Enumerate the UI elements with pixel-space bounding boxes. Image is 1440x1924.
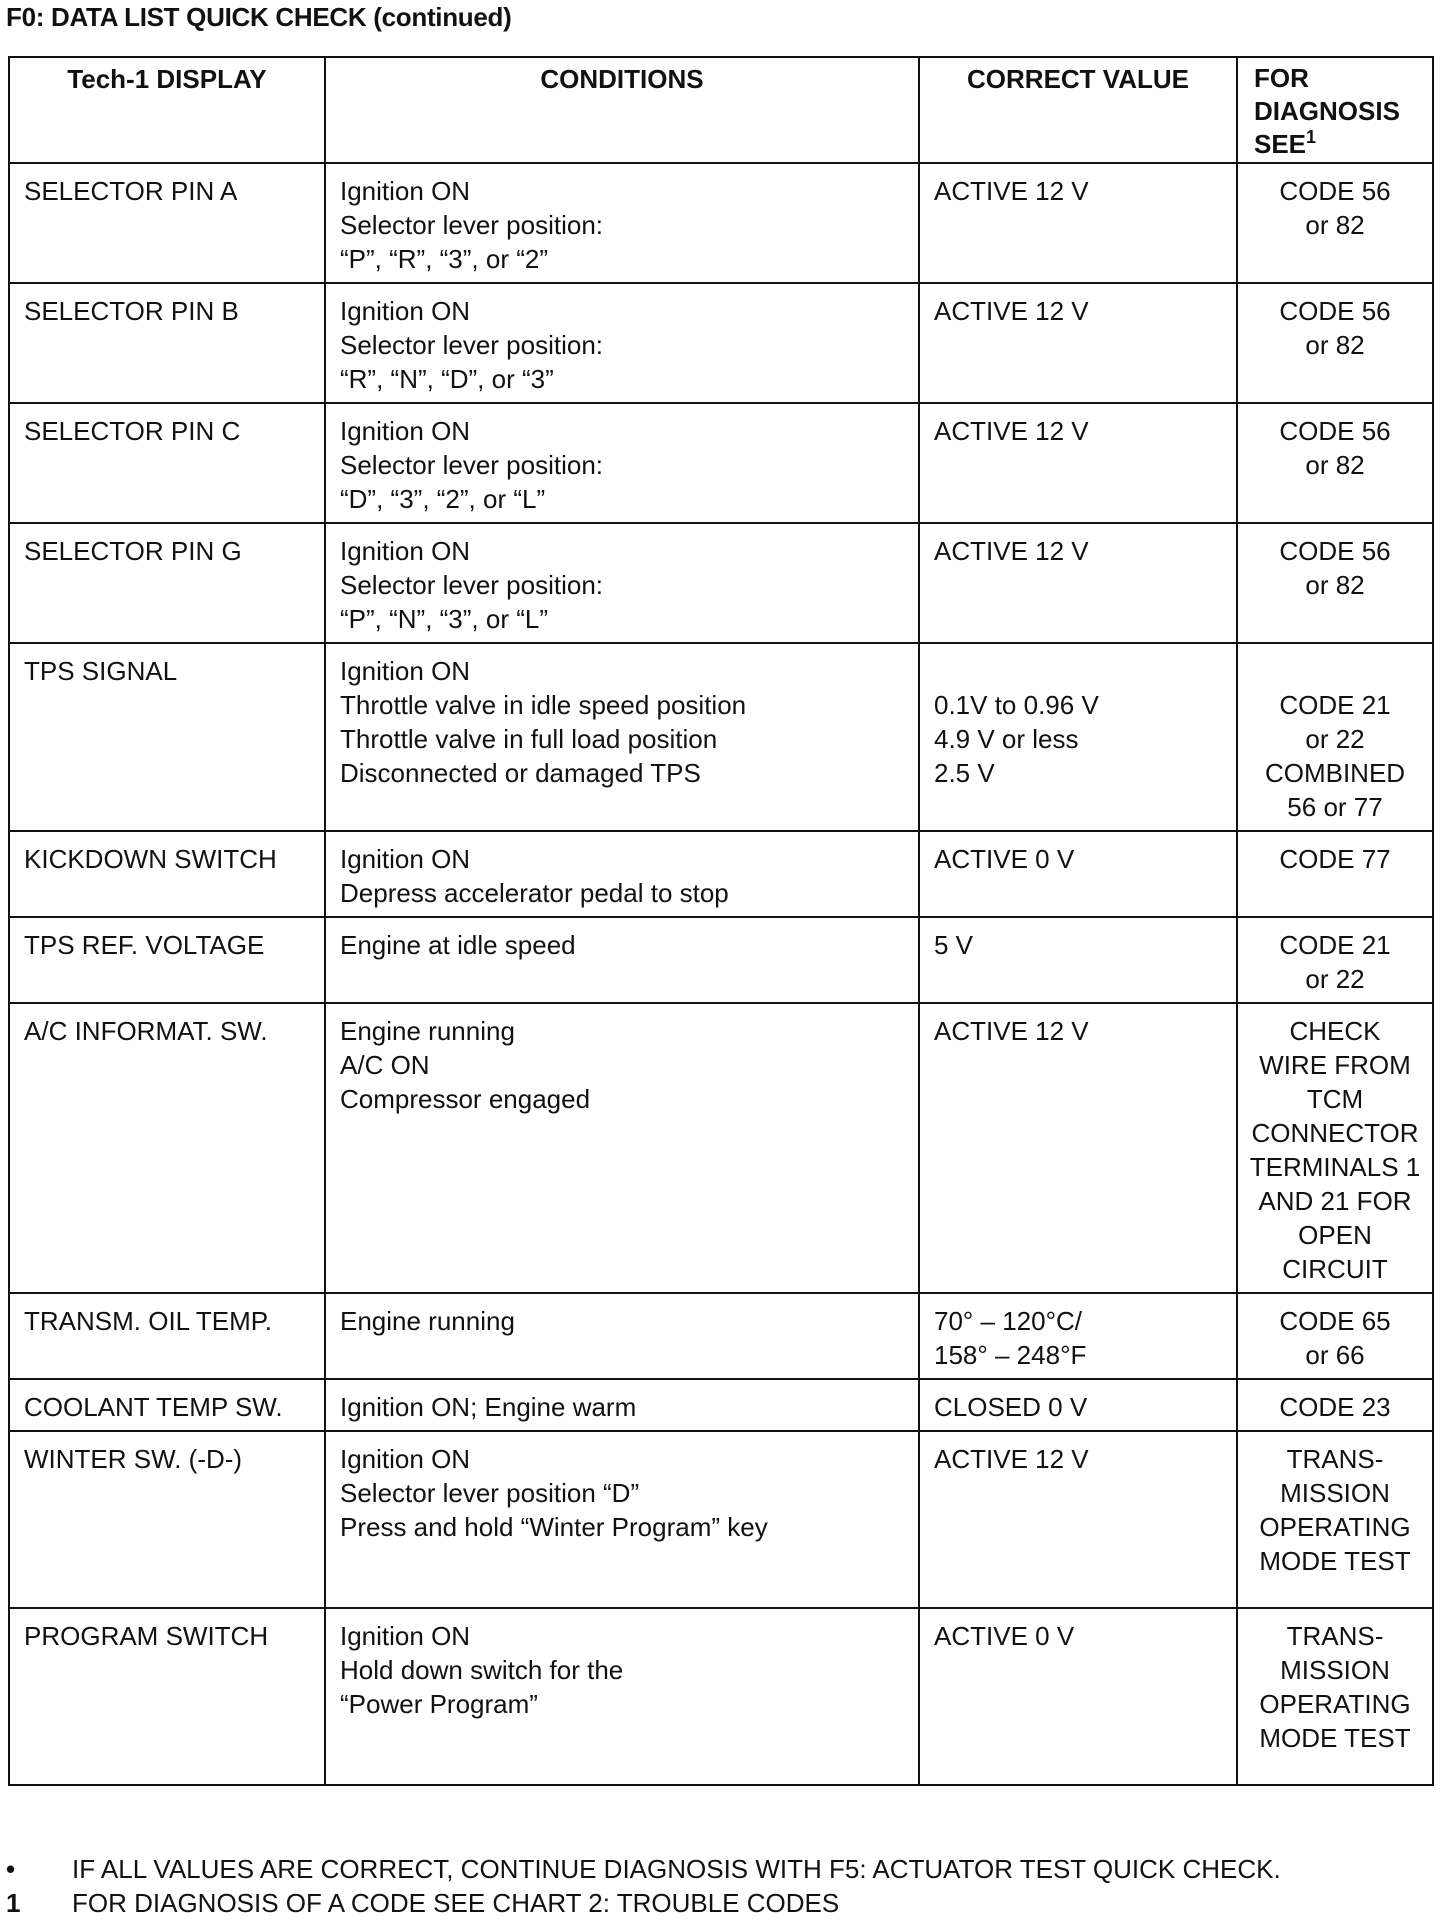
cell-conditions-line: Disconnected or damaged TPS <box>340 758 701 788</box>
cell-conditions <box>325 1431 919 1608</box>
cell-diagnosis <box>1237 1379 1433 1431</box>
cell-conditions-line: Engine at idle speed <box>340 930 576 960</box>
cell-diagnosis <box>1237 1293 1433 1379</box>
cell-diagnosis-line: CODE 56 <box>1279 296 1391 326</box>
cell-diagnosis-line <box>1242 654 1428 688</box>
cell-conditions <box>325 283 919 403</box>
display-label: COOLANT TEMP SW. <box>24 1392 283 1422</box>
cell-correct-value <box>919 163 1237 283</box>
footnote-text: IF ALL VALUES ARE CORRECT, CONTINUE DIAGNOSIS WITH F5: ACTUATOR TEST QUICK CHECK. <box>72 1854 1281 1884</box>
header-correct-value: CORRECT VALUE <box>919 57 1237 163</box>
cell-correct-value-line: ACTIVE 12 V <box>934 1444 1089 1474</box>
cell-diagnosis-line: or 82 <box>1305 210 1365 240</box>
cell-correct-value-line: 5 V <box>934 930 974 960</box>
cell-diagnosis-line: OPERATING <box>1259 1512 1411 1542</box>
cell-diagnosis-line: CODE 23 <box>1279 1392 1391 1422</box>
cell-diagnosis-line: AND 21 FOR <box>1258 1186 1412 1216</box>
table-row <box>9 831 1433 917</box>
cell-conditions-line: Hold down switch for the <box>340 1655 624 1685</box>
cell-display <box>9 523 325 643</box>
cell-correct-value-line: ACTIVE 0 V <box>934 844 1075 874</box>
display-label: TPS REF. VOLTAGE <box>24 930 265 960</box>
cell-correct-value <box>919 1003 1237 1293</box>
cell-diagnosis-line: MODE TEST <box>1259 1723 1411 1753</box>
cell-diagnosis-line: or 22 <box>1305 724 1365 754</box>
header-diagnosis: FOR DIAGNOSIS SEE$^1$ <box>1237 57 1433 163</box>
cell-display <box>9 1379 325 1431</box>
cell-conditions <box>325 163 919 283</box>
cell-diagnosis-line: CIRCUIT <box>1282 1254 1388 1284</box>
cell-display <box>9 283 325 403</box>
cell-correct-value-line: 158° – 248°F <box>934 1340 1087 1370</box>
footnotes <box>6 1852 1281 1920</box>
cell-diagnosis <box>1237 831 1433 917</box>
cell-diagnosis-line: MODE TEST <box>1259 1546 1411 1576</box>
display-label: SELECTOR PIN C <box>24 416 241 446</box>
cell-conditions-line: Press and hold “Winter Program” key <box>340 1512 768 1542</box>
cell-diagnosis-line: or 82 <box>1305 570 1365 600</box>
cell-correct-value-line: ACTIVE 12 V <box>934 416 1089 446</box>
cell-diagnosis-line: 56 or 77 <box>1287 792 1383 822</box>
cell-conditions <box>325 917 919 1003</box>
cell-conditions-line: Selector lever position “D” <box>340 1478 640 1508</box>
cell-conditions <box>325 403 919 523</box>
cell-correct-value <box>919 283 1237 403</box>
cell-correct-value-line: 4.9 V or less <box>934 724 1079 754</box>
cell-conditions-line: Throttle valve in idle speed position <box>340 690 747 720</box>
table-row <box>9 403 1433 523</box>
cell-conditions-line: Selector lever position: <box>340 450 604 480</box>
cell-diagnosis <box>1237 1003 1433 1293</box>
display-label: TPS SIGNAL <box>24 656 178 686</box>
cell-conditions-line: “D”, “3”, “2”, or “L” <box>340 484 546 514</box>
cell-diagnosis-line: or 82 <box>1305 450 1365 480</box>
display-label: SELECTOR PIN B <box>24 296 239 326</box>
cell-diagnosis-line: CODE 21 <box>1279 690 1391 720</box>
cell-conditions-line: Ignition ON <box>340 296 471 326</box>
cell-diagnosis-line: OPERATING <box>1259 1689 1411 1719</box>
cell-display <box>9 917 325 1003</box>
cell-diagnosis <box>1237 523 1433 643</box>
cell-conditions-line: “R”, “N”, “D”, or “3” <box>340 364 554 394</box>
cell-diagnosis <box>1237 403 1433 523</box>
cell-conditions <box>325 1003 919 1293</box>
cell-conditions-line: Ignition ON <box>340 536 471 566</box>
cell-diagnosis-line: or 22 <box>1305 964 1365 994</box>
cell-diagnosis <box>1237 163 1433 283</box>
cell-conditions <box>325 831 919 917</box>
cell-display <box>9 163 325 283</box>
footnote-bullet: • IF ALL VALUES ARE CORRECT, CONTINUE DIAGNOSIS WITH F5: ACTUATOR TEST QUICK CHECK. <box>6 1854 1281 1884</box>
quick-check-table <box>8 56 1434 1786</box>
display-label: WINTER SW. (-D-) <box>24 1444 243 1474</box>
cell-diagnosis-line: CODE 56 <box>1279 176 1391 206</box>
cell-conditions-line: Ignition ON; Engine warm <box>340 1392 637 1422</box>
cell-correct-value <box>919 917 1237 1003</box>
cell-conditions-line: Selector lever position: <box>340 330 604 360</box>
cell-diagnosis-line: CODE 77 <box>1279 844 1391 874</box>
cell-diagnosis-line: CHECK <box>1289 1016 1381 1046</box>
cell-conditions-line: Compressor engaged <box>340 1084 591 1114</box>
page-title: F0: DATA LIST QUICK CHECK (continued) <box>6 2 512 32</box>
display-label: PROGRAM SWITCH <box>24 1621 269 1651</box>
header-row <box>9 57 1433 163</box>
cell-conditions-line: Ignition ON <box>340 656 471 686</box>
cell-display <box>9 1293 325 1379</box>
display-label: SELECTOR PIN G <box>24 536 242 566</box>
cell-correct-value-line: 70° – 120°C/ <box>934 1306 1083 1336</box>
table-row <box>9 1293 1433 1379</box>
cell-correct-value-line: ACTIVE 12 V <box>934 176 1089 206</box>
cell-conditions-line: “P”, “R”, “3”, or “2” <box>340 244 548 274</box>
cell-correct-value <box>919 1608 1237 1785</box>
cell-conditions <box>325 1608 919 1785</box>
cell-correct-value-line: ACTIVE 0 V <box>934 1621 1075 1651</box>
cell-correct-value <box>919 403 1237 523</box>
cell-diagnosis-line: or 66 <box>1305 1340 1365 1370</box>
cell-correct-value-line: ACTIVE 12 V <box>934 536 1089 566</box>
table-row <box>9 1379 1433 1431</box>
cell-conditions-line: A/C ON <box>340 1050 430 1080</box>
cell-diagnosis <box>1237 283 1433 403</box>
cell-conditions-line: Ignition ON <box>340 176 471 206</box>
cell-conditions-line: “P”, “N”, “3”, or “L” <box>340 604 548 634</box>
cell-conditions <box>325 1293 919 1379</box>
cell-display <box>9 643 325 831</box>
header-display: Tech-1 DISPLAY <box>9 57 325 163</box>
cell-diagnosis-line: MISSION <box>1280 1478 1390 1508</box>
cell-display <box>9 1431 325 1608</box>
cell-conditions <box>325 523 919 643</box>
cell-conditions-line: Selector lever position: <box>340 570 604 600</box>
table-body <box>9 163 1433 1785</box>
cell-conditions-line: Engine running <box>340 1016 515 1046</box>
cell-conditions-line: “Power Program” <box>340 1689 538 1719</box>
table-row <box>9 917 1433 1003</box>
table-row <box>9 1608 1433 1785</box>
table-row <box>9 1003 1433 1293</box>
cell-diagnosis-line: WIRE FROM <box>1259 1050 1411 1080</box>
cell-correct-value <box>919 1293 1237 1379</box>
cell-display <box>9 403 325 523</box>
cell-diagnosis-line: CODE 21 <box>1279 930 1391 960</box>
cell-correct-value-line <box>934 654 1224 688</box>
cell-conditions-line: Ignition ON <box>340 416 471 446</box>
cell-diagnosis-line: or 82 <box>1305 330 1365 360</box>
cell-diagnosis-line: TRANS- <box>1286 1621 1384 1651</box>
cell-conditions <box>325 643 919 831</box>
cell-diagnosis <box>1237 1608 1433 1785</box>
cell-diagnosis-line: CONNECTOR <box>1251 1118 1419 1148</box>
cell-conditions <box>325 1379 919 1431</box>
cell-diagnosis-line: CODE 56 <box>1279 416 1391 446</box>
cell-display <box>9 831 325 917</box>
cell-correct-value <box>919 1379 1237 1431</box>
cell-diagnosis <box>1237 1431 1433 1608</box>
display-label: A/C INFORMAT. SW. <box>24 1016 268 1046</box>
cell-correct-value <box>919 831 1237 917</box>
cell-correct-value-line: 2.5 V <box>934 758 995 788</box>
cell-display <box>9 1003 325 1293</box>
table-row <box>9 523 1433 643</box>
cell-correct-value-line: 0.1V to 0.96 V <box>934 690 1099 720</box>
cell-diagnosis-line: TRANS- <box>1286 1444 1384 1474</box>
cell-conditions-line: Ignition ON <box>340 844 471 874</box>
display-label: SELECTOR PIN A <box>24 176 238 206</box>
display-label: KICKDOWN SWITCH <box>24 844 277 874</box>
table-row <box>9 163 1433 283</box>
table-row <box>9 643 1433 831</box>
cell-conditions-line: Engine running <box>340 1306 515 1336</box>
cell-correct-value <box>919 523 1237 643</box>
header-conditions: CONDITIONS <box>325 57 919 163</box>
cell-correct-value-line: ACTIVE 12 V <box>934 1016 1089 1046</box>
table-row <box>9 1431 1433 1608</box>
cell-correct-value <box>919 1431 1237 1608</box>
cell-diagnosis-line: CODE 56 <box>1279 536 1391 566</box>
cell-diagnosis-line: CODE 65 <box>1279 1306 1391 1336</box>
cell-diagnosis-line: OPEN <box>1298 1220 1372 1250</box>
cell-diagnosis-line: TCM <box>1306 1084 1364 1114</box>
cell-diagnosis-line: MISSION <box>1280 1655 1390 1685</box>
cell-diagnosis-line: TERMINALS 1 <box>1249 1152 1421 1182</box>
display-label: TRANSM. OIL TEMP. <box>24 1306 273 1336</box>
cell-conditions-line: Throttle valve in full load position <box>340 724 718 754</box>
cell-diagnosis-line: COMBINED <box>1264 758 1406 788</box>
table-row <box>9 283 1433 403</box>
footnote-text: FOR DIAGNOSIS OF A CODE SEE CHART 2: TROUBLE CODES <box>72 1888 840 1918</box>
cell-diagnosis <box>1237 643 1433 831</box>
cell-correct-value <box>919 643 1237 831</box>
footnote-ref: 1 <box>1306 127 1317 147</box>
cell-conditions-line: Selector lever position: <box>340 210 604 240</box>
cell-correct-value-line: ACTIVE 12 V <box>934 296 1089 326</box>
cell-conditions-line: Ignition ON <box>340 1621 471 1651</box>
cell-diagnosis <box>1237 917 1433 1003</box>
cell-conditions-line: Depress accelerator pedal to stop <box>340 878 729 908</box>
cell-conditions-line: Ignition ON <box>340 1444 471 1474</box>
footnote-1: 1 FOR DIAGNOSIS OF A CODE SEE CHART 2: TROUBLE CODES <box>6 1888 840 1918</box>
cell-display <box>9 1608 325 1785</box>
cell-correct-value-line: CLOSED 0 V <box>934 1392 1088 1422</box>
